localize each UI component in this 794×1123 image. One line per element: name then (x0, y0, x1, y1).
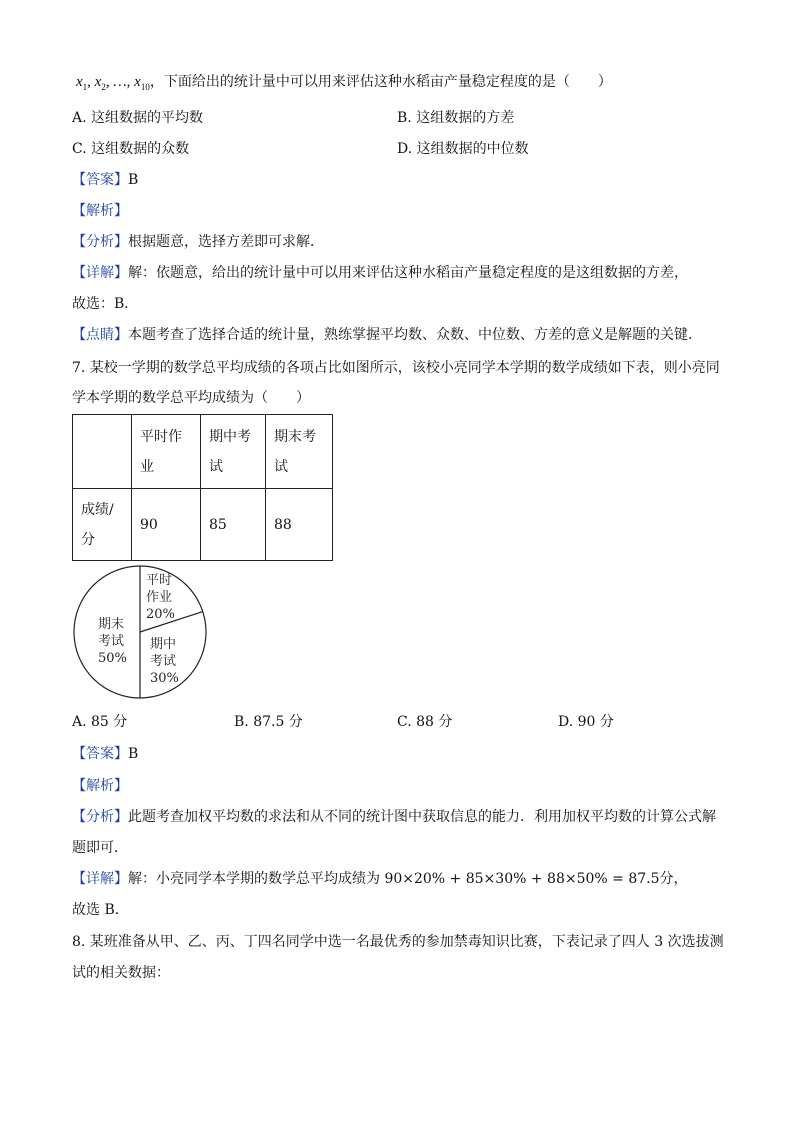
pie-label-midterm-2: 考试 (150, 654, 177, 669)
dianjing-tag: 【点睛】 (72, 327, 128, 343)
q6-conclusion: 故选：B． (72, 296, 139, 312)
answer-value: B (128, 746, 139, 762)
xiangjie-tag: 【详解】 (72, 871, 128, 887)
q7-answer (72, 744, 138, 764)
fenxi-tag: 【分析】 (72, 234, 128, 250)
pie-label-final-pct: 50% (98, 651, 127, 666)
table-cell-midterm: 85 (201, 489, 266, 561)
table-header-final: 期末考试 (266, 415, 333, 489)
q6-stem: ，下面给出的统计量中可以用来评估这种水稻亩产量稳定程度的是（ ） (149, 74, 612, 90)
pie-label-final-1: 期末 (98, 617, 125, 632)
answer-tag: 【答案】 (72, 746, 128, 762)
q7-option-c[interactable]: C. 88 分 (397, 714, 453, 730)
table-row-label: 成绩/分 (73, 489, 132, 561)
q6-stem-line (76, 72, 612, 97)
q7-option-d[interactable]: D. 90 分 (558, 714, 614, 730)
pie-chart (70, 562, 214, 702)
scores-table (72, 414, 333, 561)
q6-answer (72, 170, 138, 190)
q7-xiangjie (72, 869, 688, 889)
table-cell-final: 88 (266, 489, 333, 561)
q6-option-a[interactable]: A. 这组数据的平均数 (72, 110, 204, 126)
q6-option-d[interactable]: D. 这组数据的中位数 (397, 141, 529, 157)
xiangjie-text: 解：小亮同学本学期的数学总平均成绩为 90×20% + 85×30% + 88×50% = 87.5分， (128, 871, 688, 887)
q7-fenxi-line2: 题即可． (72, 840, 128, 856)
table-header-row (73, 415, 333, 489)
q6-option-b[interactable]: B. 这组数据的方差 (397, 110, 515, 126)
math-variables: $x_1$, $x_2$, …, $x_{10}$ (76, 74, 150, 92)
analysis-tag: 【解析】 (72, 203, 128, 219)
q7-fenxi (72, 807, 716, 827)
answer-tag: 【答案】 (72, 172, 128, 188)
fenxi-text: 此题考查加权平均数的求法和从不同的统计图中获取信息的能力．利用加权平均数的计算公式解 (128, 809, 716, 825)
q8-stem-line2: 试的相关数据： (72, 965, 170, 981)
analysis-tag: 【解析】 (72, 778, 128, 794)
xiangjie-tag: 【详解】 (72, 265, 128, 281)
q8-stem-line1: 8. 某班准备从甲、乙、丙、丁四名同学中选一名最优秀的参加禁毒知识比赛，下表记录了四人 3 次选拔测 (72, 934, 724, 950)
xiangjie-text: 解：依题意，给出的统计量中可以用来评估这种水稻亩产量稳定程度的是这组数据的方差， (128, 265, 688, 281)
pie-label-homework-2: 作业 (146, 590, 173, 605)
fenxi-text: 根据题意，选择方差即可求解． (128, 234, 324, 250)
q6-analysis-heading (72, 201, 128, 221)
q6-option-c[interactable]: C. 这组数据的众数 (72, 141, 190, 157)
dianjing-text: 本题考查了选择合适的统计量，熟练掌握平均数、众数、中位数、方差的意义是解题的关键． (128, 327, 702, 343)
fenxi-tag: 【分析】 (72, 809, 128, 825)
pie-label-homework-pct: 20% (146, 607, 175, 622)
pie-label-final-2: 考试 (98, 634, 125, 649)
q7-option-a[interactable]: A. 85 分 (72, 714, 128, 730)
q6-xiangjie (72, 263, 688, 283)
q6-dianjing (72, 325, 702, 345)
table-cell-homework: 90 (132, 489, 201, 561)
q7-stem-line1: 7. 某校一学期的数学总平均成绩的各项占比如图所示，该校小亮同学本学期的数学成绩如下表，则小亮同 (72, 360, 720, 376)
answer-value: B (128, 172, 139, 188)
q7-analysis-heading (72, 776, 128, 796)
pie-label-midterm-pct: 30% (150, 671, 179, 686)
q7-option-b[interactable]: B. 87.5 分 (234, 714, 303, 730)
pie-label-midterm-1: 期中 (150, 637, 177, 652)
q7-stem-line2: 学本学期的数学总平均成绩为（ ） (72, 390, 310, 406)
q6-fenxi (72, 232, 324, 252)
table-header-homework: 平时作业 (132, 415, 201, 489)
table-row (73, 489, 333, 561)
q7-conclusion: 故选 B． (72, 902, 129, 918)
table-header-corner (73, 415, 132, 489)
pie-label-homework-1: 平时 (146, 573, 173, 588)
table-header-midterm: 期中考试 (201, 415, 266, 489)
